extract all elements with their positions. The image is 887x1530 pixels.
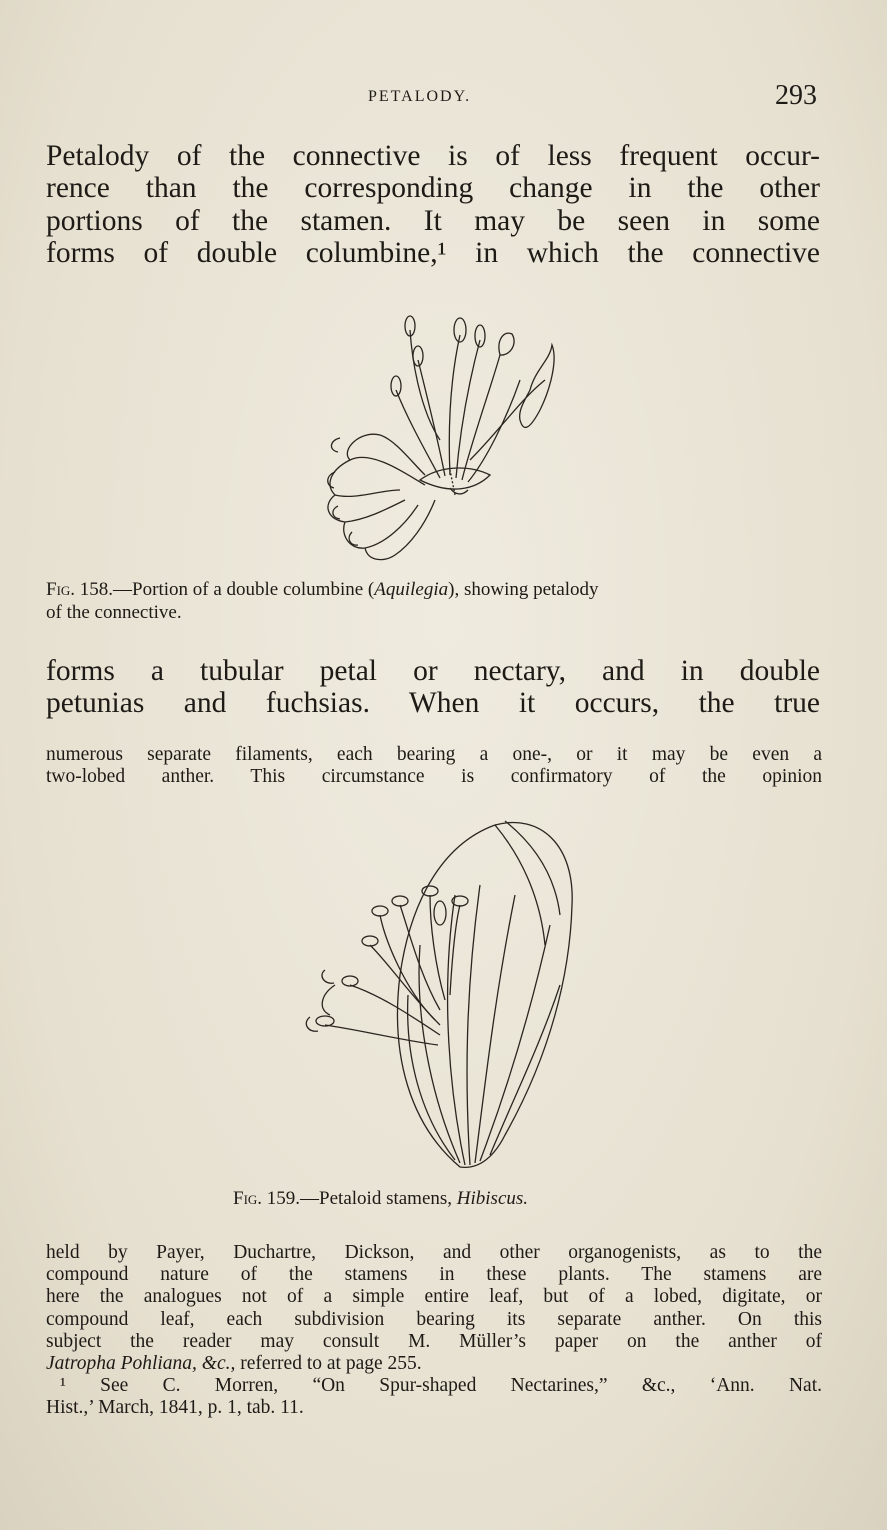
text-line: forms a tubular petal or nectary, and in double [46,655,820,687]
text-line: two-lobed anther. This circumstance is confirmatory of the opinion [46,766,822,788]
figure-159-caption [233,1187,653,1210]
text-line: compound leaf, each subdivision bearing its separate anther. On this [46,1308,822,1330]
footnote-line: ¹ See C. Morren, “On Spur-shaped Nectarines,” &c., ‘Ann. Nat. [60,1375,822,1397]
text-fragment: referred to at page 255. [235,1353,422,1375]
columbine-figure [300,300,580,570]
paragraph-organogenists [46,1242,822,1420]
figure-label: Fig. 159. [233,1188,301,1209]
page-number: 293 [775,80,817,111]
caption-line: of the connective. [46,602,182,623]
caption-text: ), showing petalody [448,579,599,600]
text-line: numerous separate filaments, each bearing a one-, or it may be even a [46,744,822,765]
text-line: here the analogues not of a simple entire leaf, but of a lobed, digitate, or [46,1286,822,1308]
footnote-line: Hist.,’ March, 1841, p. 1, tab. 11. [46,1397,304,1419]
paragraph-petalody-connective [46,140,820,269]
paragraph-tubular-petal [46,655,820,720]
figure-label: Fig. 158. [46,579,114,600]
running-title: PETALODY. [368,88,472,105]
caption-text: —Petaloid stamens, [300,1188,457,1209]
text-line: petunias and fuchsias. When it occurs, the true [46,687,820,720]
text-line: portions of the stamen. It may be seen in some [46,204,820,237]
italic-reference: Jatropha Pohliana, &c., [46,1353,236,1375]
caption-italic: Hibiscus. [456,1188,529,1209]
hibiscus-figure [290,795,610,1175]
text-line: compound nature of the stamens in these plants. The stamens are [46,1264,822,1286]
paragraph-filaments [46,744,822,788]
caption-italic: Aquilegia [374,579,449,600]
text-line: held by Payer, Duchartre, Dickson, and other organogenists, as to the [46,1242,822,1263]
text-line: forms of double columbine,¹ in which the connective [46,236,820,269]
text-line [46,1353,822,1375]
text-line: Petalody of the connective is of less frequent occur- [46,140,820,172]
caption-text: —Portion of a double columbine ( [113,579,375,600]
text-line: rence than the corresponding change in the other [46,172,820,205]
text-line: subject the reader may consult M. Müller’s paper on the anther of [46,1330,822,1352]
figure-158-caption [46,578,822,624]
